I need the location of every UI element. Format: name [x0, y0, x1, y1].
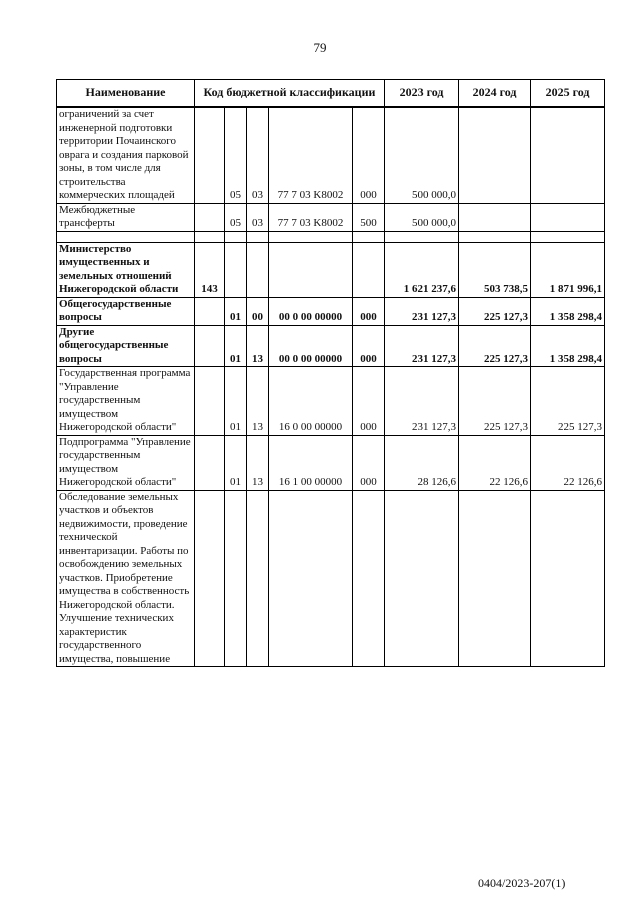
table-row — [57, 107, 605, 203]
row-ved — [195, 107, 225, 203]
row-2025: 225 127,3 — [531, 367, 605, 436]
row-2025: 1 358 298,4 — [531, 297, 605, 325]
row-2024: 22 126,6 — [459, 435, 531, 490]
spacer-row — [57, 231, 605, 242]
page-number: 79 — [313, 40, 327, 55]
row-pr: 13 — [247, 325, 269, 367]
table-row — [57, 435, 605, 490]
row-name: Другие общегосударственные вопросы — [57, 325, 195, 367]
row-name: Подпрограмма "Управление государственным имуществом Нижегородской области" — [57, 435, 195, 490]
header-2025: 2025 год — [531, 80, 605, 108]
row-vr: 000 — [353, 297, 385, 325]
header-name: Наименование — [57, 80, 195, 108]
table-row — [57, 242, 605, 297]
table-row — [57, 297, 605, 325]
row-2023 — [385, 490, 459, 667]
row-ved — [195, 490, 225, 667]
table-row — [57, 367, 605, 436]
row-2023: 231 127,3 — [385, 325, 459, 367]
row-2023: 231 127,3 — [385, 367, 459, 436]
row-name: Министерство имущественных и земельных отношений Нижегородской области — [57, 242, 195, 297]
row-csr: 16 0 00 00000 — [269, 367, 353, 436]
row-ved — [195, 297, 225, 325]
row-csr: 16 1 00 00000 — [269, 435, 353, 490]
table-row — [57, 203, 605, 231]
row-rz: 05 — [225, 107, 247, 203]
row-pr: 03 — [247, 107, 269, 203]
row-2025: 1 871 996,1 — [531, 242, 605, 297]
row-2024: 225 127,3 — [459, 325, 531, 367]
row-pr — [247, 490, 269, 667]
row-2025 — [531, 203, 605, 231]
row-2024 — [459, 490, 531, 667]
row-vr: 000 — [353, 325, 385, 367]
row-rz: 05 — [225, 203, 247, 231]
row-2024: 503 738,5 — [459, 242, 531, 297]
row-2023: 1 621 237,6 — [385, 242, 459, 297]
document-id: 0404/2023-207(1) — [478, 876, 566, 890]
header-2023: 2023 год — [385, 80, 459, 108]
row-rz: 01 — [225, 367, 247, 436]
header-2024: 2024 год — [459, 80, 531, 108]
row-pr: 03 — [247, 203, 269, 231]
row-vr: 000 — [353, 107, 385, 203]
row-2025: 22 126,6 — [531, 435, 605, 490]
table-row — [57, 490, 605, 667]
table-row — [57, 325, 605, 367]
row-name: Государственная программа "Управление государственным имуществом Нижегородской области" — [57, 367, 195, 436]
row-name: Межбюджетные трансферты — [57, 203, 195, 231]
row-2025 — [531, 107, 605, 203]
row-2023: 500 000,0 — [385, 203, 459, 231]
row-name: ограничений за счет инженерной подготовки территории Почаинского оврага и создания парковой зоны, в том числе для строительства коммерческих площадей — [57, 107, 195, 203]
row-2024 — [459, 107, 531, 203]
row-csr: 77 7 03 K8002 — [269, 107, 353, 203]
row-rz: 01 — [225, 325, 247, 367]
row-2023: 231 127,3 — [385, 297, 459, 325]
row-ved — [195, 325, 225, 367]
row-vr — [353, 242, 385, 297]
row-ved — [195, 435, 225, 490]
row-csr — [269, 490, 353, 667]
row-vr: 000 — [353, 367, 385, 436]
row-pr: 13 — [247, 435, 269, 490]
row-csr — [269, 242, 353, 297]
row-vr — [353, 490, 385, 667]
row-vr: 500 — [353, 203, 385, 231]
row-name: Обследование земельных участков и объектов недвижимости, проведение технической инвентаризации. Работы по освобождению земельных участков. Приобретение имущества в собственность Нижегородской области. Улучшение технических характеристик государственного имущества, повышение — [57, 490, 195, 667]
row-rz — [225, 242, 247, 297]
row-rz — [225, 490, 247, 667]
row-csr: 00 0 00 00000 — [269, 325, 353, 367]
row-2023: 28 126,6 — [385, 435, 459, 490]
row-2025: 1 358 298,4 — [531, 325, 605, 367]
row-ved: 143 — [195, 242, 225, 297]
row-2024: 225 127,3 — [459, 297, 531, 325]
row-csr: 00 0 00 00000 — [269, 297, 353, 325]
row-2023: 500 000,0 — [385, 107, 459, 203]
row-name: Общегосударственные вопросы — [57, 297, 195, 325]
header-codes: Код бюджетной классификации — [195, 80, 385, 108]
row-ved — [195, 203, 225, 231]
row-2024 — [459, 203, 531, 231]
row-2024: 225 127,3 — [459, 367, 531, 436]
row-rz: 01 — [225, 297, 247, 325]
row-2025 — [531, 490, 605, 667]
row-rz: 01 — [225, 435, 247, 490]
row-vr: 000 — [353, 435, 385, 490]
row-pr: 13 — [247, 367, 269, 436]
table-header-row — [57, 80, 605, 108]
row-pr — [247, 242, 269, 297]
budget-table — [56, 79, 605, 667]
row-pr: 00 — [247, 297, 269, 325]
row-csr: 77 7 03 K8002 — [269, 203, 353, 231]
row-ved — [195, 367, 225, 436]
